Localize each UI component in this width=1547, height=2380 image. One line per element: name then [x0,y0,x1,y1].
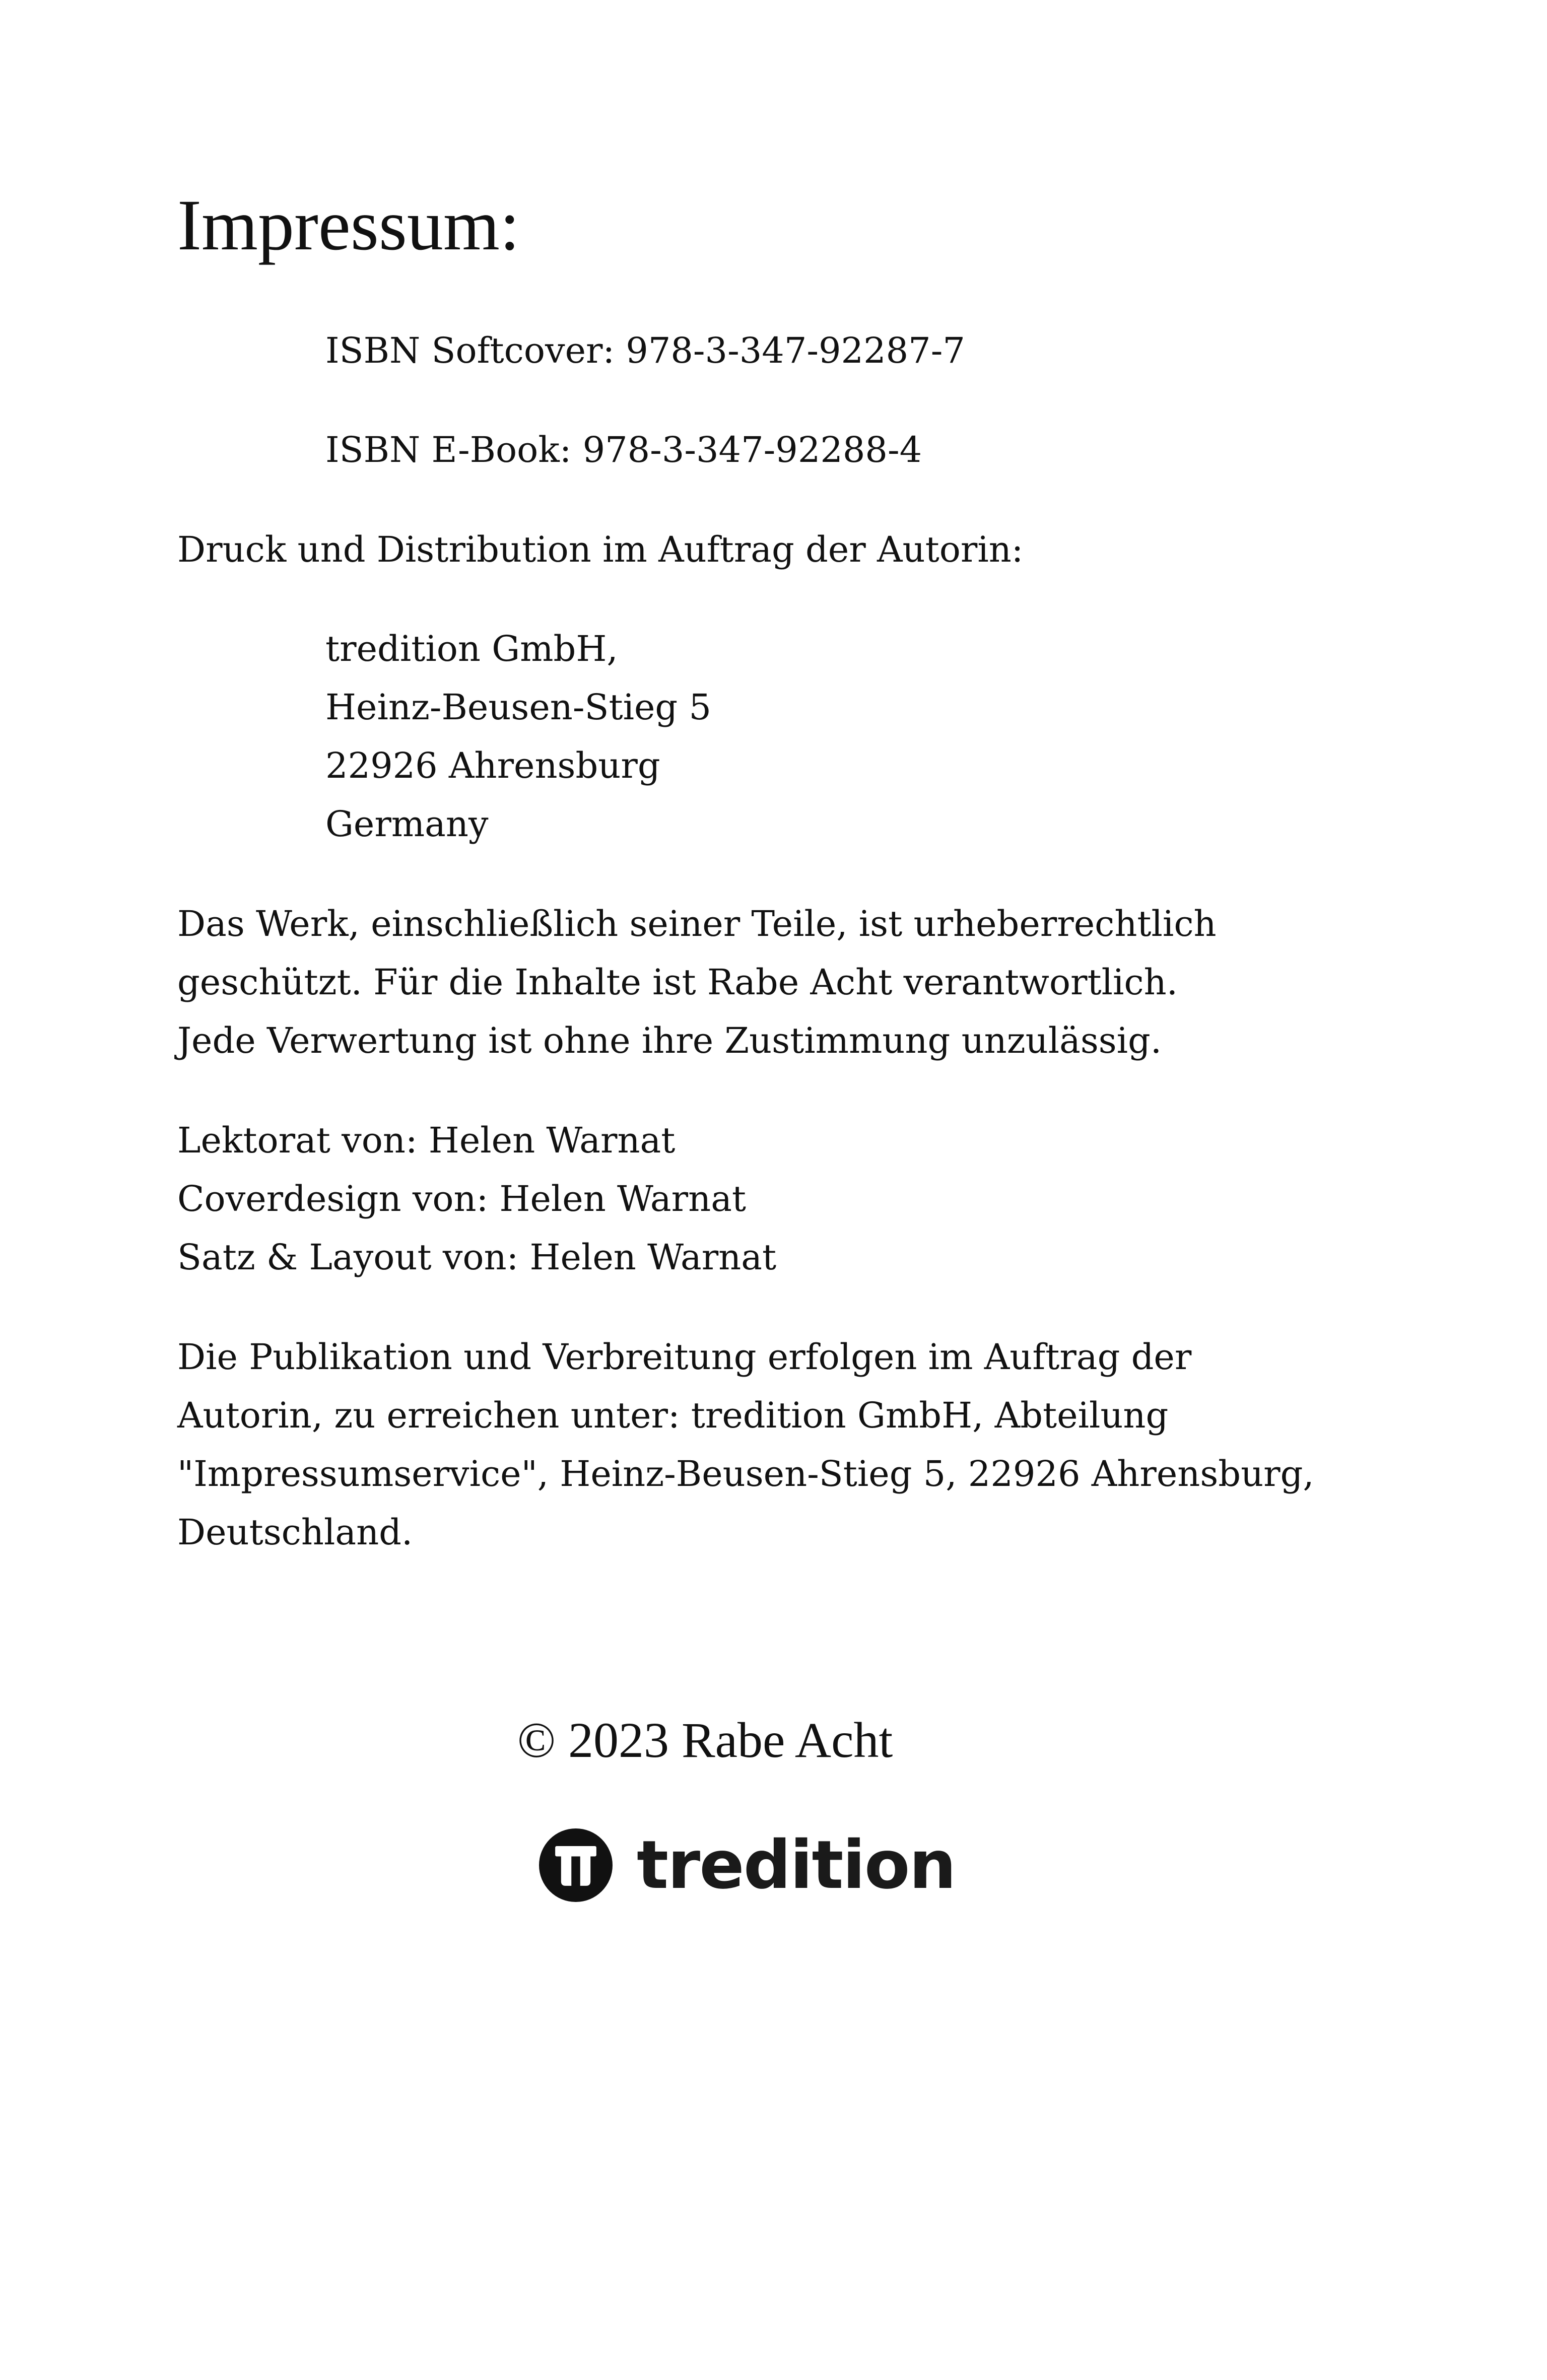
credit-line: Coverdesign von: Helen Warnat [177,1178,747,1219]
publication-notice-line: Die Publikation und Verbreitung erfolgen im Auftrag der [177,1336,1192,1378]
copyright-notice-line: Das Werk, einschließlich seiner Teile, ist urheberrechtlich [177,903,1217,944]
publication-notice-line: Deutschland. [177,1512,413,1553]
copyright-notice-line: geschützt. Für die Inhalte ist Rabe Acht verantwortlich. [177,962,1178,1003]
distribution-intro: Druck und Distribution im Auftrag der Autorin: [177,529,1024,570]
credit-line: Lektorat von: Helen Warnat [177,1120,676,1161]
address-line: Germany [325,803,489,845]
publication-notice-line: Autorin, zu erreichen unter: tredition GmbH, Abteilung [177,1395,1169,1436]
copyright-line: © 2023 Rabe Acht [517,1712,893,1768]
address-line: tredition GmbH, [325,628,618,669]
tredition-logo [539,1827,955,1903]
isbn-softcover: ISBN Softcover: 978-3-347-92287-7 [325,330,965,371]
tredition-logo-icon [539,1828,613,1902]
page-title: Impressum: [177,185,520,265]
credit-line: Satz & Layout von: Helen Warnat [177,1237,777,1278]
tredition-logo-text: tredition [637,1826,956,1904]
copyright-notice-line: Jede Verwertung ist ohne ihre Zustimmung unzulässig. [177,1020,1162,1061]
address-line: 22926 Ahrensburg [325,745,660,786]
isbn-ebook: ISBN E-Book: 978-3-347-92288-4 [325,429,922,470]
publication-notice-line: "Impressumservice", Heinz-Beusen-Stieg 5, 22926 Ahrensburg, [177,1453,1314,1494]
address-line: Heinz-Beusen-Stieg 5 [325,687,712,728]
